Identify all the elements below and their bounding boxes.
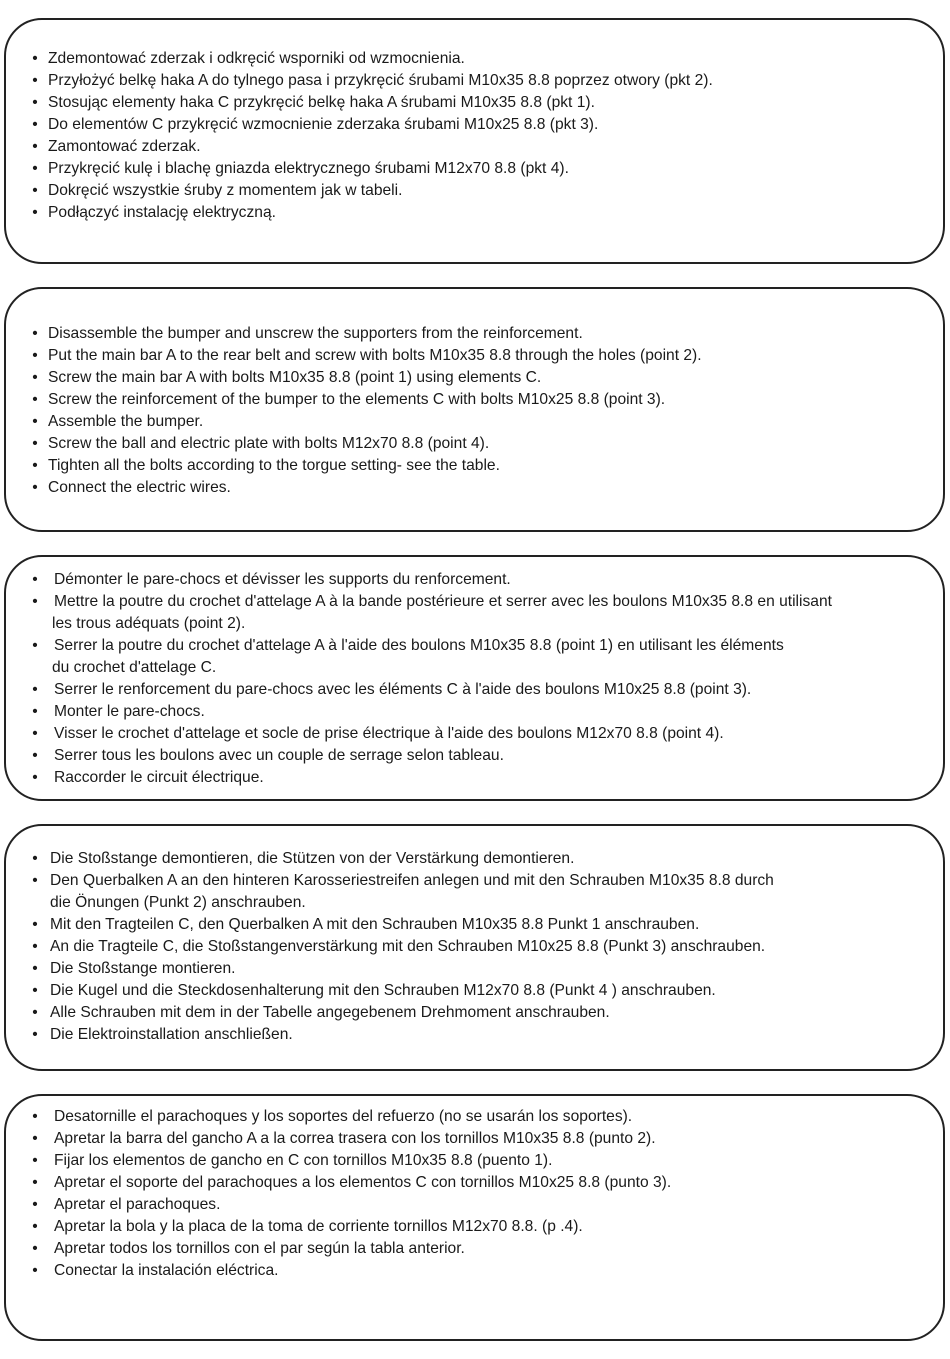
bullet-icon: •	[32, 681, 38, 698]
bullet-icon: •	[32, 703, 38, 720]
list-item: • Desatornille el parachoques y los soportes del refuerzo (no se usarán los soportes).	[28, 1106, 671, 1128]
bullet-icon: •	[32, 391, 38, 408]
list-item: • Zdemontować zderzak i odkręcić wsporniki od wzmocnienia.	[28, 48, 713, 70]
bullet-icon: •	[32, 1196, 38, 1213]
bullet-icon: •	[32, 204, 38, 221]
bullet-icon: •	[32, 1130, 38, 1147]
list-item: • Apretar el parachoques.	[28, 1194, 671, 1216]
list-item: • Mit den Tragteilen C, den Querbalken A mit den Schrauben M10x35 8.8 Punkt 1 anschrauben.	[28, 914, 774, 936]
bullet-icon: •	[32, 116, 38, 133]
list-item-continuation: du crochet d'attelage C.	[52, 659, 217, 676]
bullet-icon: •	[32, 916, 38, 933]
bullet-icon: •	[32, 725, 38, 742]
list-item: • Put the main bar A to the rear belt and screw with bolts M10x35 8.8 through the holes (point 2).	[28, 345, 702, 367]
list-item: • Conectar la instalación eléctrica.	[28, 1260, 671, 1282]
bullet-icon: •	[32, 593, 38, 610]
bullet-icon: •	[32, 435, 38, 452]
instruction-list-english	[28, 323, 702, 499]
bullet-icon: •	[32, 747, 38, 764]
bullet-icon: •	[32, 1174, 38, 1191]
instruction-list-german	[28, 848, 774, 1046]
list-item: • An die Tragteile C, die Stoßstangenverstärkung mit den Schrauben M10x25 8.8 (Punkt 3) anschrauben.	[28, 936, 774, 958]
bullet-icon: •	[32, 960, 38, 977]
bullet-icon: •	[32, 457, 38, 474]
list-item: • Assemble the bumper.	[28, 411, 702, 433]
list-item: • Raccorder le circuit électrique.	[28, 767, 832, 789]
instruction-box-polish	[4, 18, 945, 264]
bullet-icon: •	[32, 1004, 38, 1021]
list-item: • Monter le pare-chocs.	[28, 701, 832, 723]
list-item: • Screw the reinforcement of the bumper to the elements C with bolts M10x25 8.8 (point 3).	[28, 389, 702, 411]
bullet-icon: •	[32, 1108, 38, 1125]
bullet-icon: •	[32, 94, 38, 111]
bullet-icon: •	[32, 347, 38, 364]
list-item: • Connect the electric wires.	[28, 477, 702, 499]
list-item: • Die Stoßstange demontieren, die Stützen von der Verstärkung demontieren.	[28, 848, 774, 870]
bullet-icon: •	[32, 850, 38, 867]
bullet-icon: •	[32, 571, 38, 588]
list-item: • Serrer tous les boulons avec un couple de serrage selon tableau.	[28, 745, 832, 767]
instruction-box-english	[4, 287, 945, 532]
list-item: • Serrer la poutre du crochet d'attelage A à l'aide des boulons M10x35 8.8 (point 1) en utilisant les éléments du crochet d'attelage C.	[28, 635, 832, 679]
bullet-icon: •	[32, 982, 38, 999]
instruction-list-french	[28, 569, 832, 789]
instruction-list-polish	[28, 48, 713, 224]
list-item: • Die Stoßstange montieren.	[28, 958, 774, 980]
list-item: • Serrer le renforcement du pare-chocs avec les éléments C à l'aide des boulons M10x25 8.8 (point 3).	[28, 679, 832, 701]
bullet-icon: •	[32, 50, 38, 67]
bullet-icon: •	[32, 413, 38, 430]
bullet-icon: •	[32, 479, 38, 496]
list-item: • Przykręcić kulę i blachę gniazda elektrycznego śrubami M12x70 8.8 (pkt 4).	[28, 158, 713, 180]
bullet-icon: •	[32, 769, 38, 786]
bullet-icon: •	[32, 938, 38, 955]
list-item: • Die Elektroinstallation anschließen.	[28, 1024, 774, 1046]
bullet-icon: •	[32, 72, 38, 89]
list-item: • Dokręcić wszystkie śruby z momentem jak w tabeli.	[28, 180, 713, 202]
list-item: • Stosując elementy haka C przykręcić belkę haka A śrubami M10x35 8.8 (pkt 1).	[28, 92, 713, 114]
list-item: • Visser le crochet d'attelage et socle de prise électrique à l'aide des boulons M12x70 8.8 (point 4).	[28, 723, 832, 745]
list-item: • Apretar el soporte del parachoques a los elementos C con tornillos M10x25 8.8 (punto 3).	[28, 1172, 671, 1194]
instruction-box-french	[4, 555, 945, 801]
list-item-continuation: les trous adéquats (point 2).	[52, 615, 246, 632]
list-item: • Démonter le pare-chocs et dévisser les supports du renforcement.	[28, 569, 832, 591]
bullet-icon: •	[32, 325, 38, 342]
list-item: • Screw the main bar A with bolts M10x35 8.8 (point 1) using elements C.	[28, 367, 702, 389]
list-item: • Przyłożyć belkę haka A do tylnego pasa i przykręcić śrubami M10x35 8.8 poprzez otwory (pkt 2).	[28, 70, 713, 92]
list-item: • Apretar la barra del gancho A a la correa trasera con los tornillos M10x35 8.8 (punto 2).	[28, 1128, 671, 1150]
bullet-icon: •	[32, 369, 38, 386]
list-item: • Screw the ball and electric plate with bolts M12x70 8.8 (point 4).	[28, 433, 702, 455]
bullet-icon: •	[32, 872, 38, 889]
list-item: • Podłączyć instalację elektryczną.	[28, 202, 713, 224]
list-item: • Apretar todos los tornillos con el par según la tabla anterior.	[28, 1238, 671, 1260]
list-item-continuation: die Önungen (Punkt 2) anschrauben.	[50, 894, 306, 911]
instruction-box-german	[4, 824, 945, 1071]
list-item: • Apretar la bola y la placa de la toma de corriente tornillos M12x70 8.8. (p .4).	[28, 1216, 671, 1238]
bullet-icon: •	[32, 1026, 38, 1043]
list-item: • Tighten all the bolts according to the torgue setting- see the table.	[28, 455, 702, 477]
bullet-icon: •	[32, 637, 38, 654]
bullet-icon: •	[32, 160, 38, 177]
list-item: • Den Querbalken A an den hinteren Karosseriestreifen anlegen und mit den Schrauben M10x35 8.8 durch die Önungen (Punkt 2) anschrauben.	[28, 870, 774, 914]
list-item: • Do elementów C przykręcić wzmocnienie zderzaka śrubami M10x25 8.8 (pkt 3).	[28, 114, 713, 136]
bullet-icon: •	[32, 182, 38, 199]
list-item: • Fijar los elementos de gancho en C con tornillos M10x35 8.8 (puento 1).	[28, 1150, 671, 1172]
list-item: • Disassemble the bumper and unscrew the supporters from the reinforcement.	[28, 323, 702, 345]
bullet-icon: •	[32, 1152, 38, 1169]
bullet-icon: •	[32, 1240, 38, 1257]
list-item: • Zamontować zderzak.	[28, 136, 713, 158]
bullet-icon: •	[32, 1218, 38, 1235]
bullet-icon: •	[32, 1262, 38, 1279]
instruction-list-spanish	[28, 1106, 671, 1282]
bullet-icon: •	[32, 138, 38, 155]
instruction-box-spanish	[4, 1094, 945, 1341]
list-item: • Die Kugel und die Steckdosenhalterung mit den Schrauben M12x70 8.8 (Punkt 4 ) anschrauben.	[28, 980, 774, 1002]
list-item: • Mettre la poutre du crochet d'attelage A à la bande postérieure et serrer avec les boulons M10x35 8.8 en utilisant les trous adéquats (point 2).	[28, 591, 832, 635]
list-item: • Alle Schrauben mit dem in der Tabelle angegebenem Drehmoment anschrauben.	[28, 1002, 774, 1024]
